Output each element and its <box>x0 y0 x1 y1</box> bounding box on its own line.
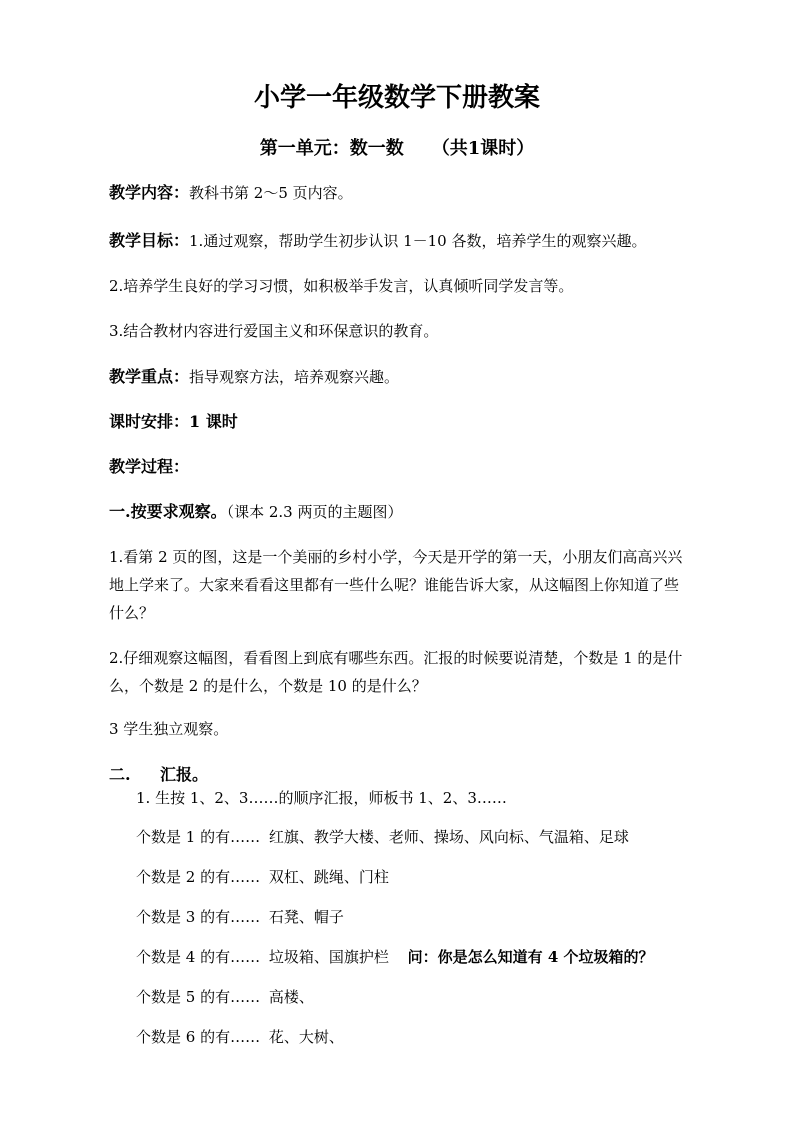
unit-heading <box>0 137 794 161</box>
count-row-items: 红旗、教学大楼、老师、操场、风向标、气温箱、足球 <box>268 828 629 846</box>
keypoint-label: 教学重点： <box>109 367 190 386</box>
goals-item-3: 3.结合教材内容进行爱国主义和环保意识的教育。 <box>109 322 439 340</box>
content-line <box>109 183 353 203</box>
count-row-items: 花、大树、 <box>268 1028 344 1046</box>
section1-note: （课本 2.3 两页的主题图） <box>226 503 403 521</box>
content-label: 教学内容： <box>109 183 190 202</box>
paragraph-2-line-1: 2.仔细观察这幅图，看看图上到底有哪些东西。汇报的时候要说清楚，个数是 1 的是什 <box>109 649 683 667</box>
count-row <box>136 987 314 1007</box>
content-text: 教科书第 2～5 页内容。 <box>189 184 353 202</box>
count-row-label: 个数是 5 的有…… <box>136 988 261 1006</box>
count-row <box>136 1027 344 1047</box>
count-row-items: 高楼、 <box>268 988 314 1006</box>
count-row <box>136 867 389 887</box>
goals-label: 教学目标： <box>109 231 190 250</box>
count-row-label: 个数是 4 的有…… <box>136 948 261 966</box>
count-row-items: 垃圾箱、国旗护栏 <box>268 948 389 966</box>
paragraph-1-line-2: 地上学来了。大家来看看这里都有一些什么呢？谁能告诉大家，从这幅图上你知道了些 <box>109 576 680 594</box>
count-row-label: 个数是 6 的有…… <box>136 1028 261 1046</box>
count-row <box>136 907 344 927</box>
section2-number: 二. <box>109 765 131 784</box>
keypoint-line <box>109 367 399 387</box>
paragraph-2-line-2: 么，个数是 2 的是什么，个数是 10 的是什么？ <box>109 677 427 695</box>
paragraph-3: 3 学生独立观察。 <box>109 720 229 738</box>
section2-heading: 汇报。 <box>160 765 209 784</box>
count-row-label: 个数是 3 的有…… <box>136 908 261 926</box>
count-row <box>136 947 654 967</box>
count-row <box>136 827 629 847</box>
count-row-items: 石凳、帽子 <box>268 908 344 926</box>
goals-item-1: 1.通过观察，帮助学生初步认识 1－10 各数，培养学生的观察兴趣。 <box>189 232 647 250</box>
count-row-label: 个数是 2 的有…… <box>136 868 261 886</box>
paragraph-1-line-3: 什么？ <box>109 604 155 622</box>
count-row-items: 双杠、跳绳、门柱 <box>268 868 389 886</box>
count-row-label: 个数是 1 的有…… <box>136 828 261 846</box>
goals-line <box>109 231 647 251</box>
section1-heading: 一.按要求观察。 <box>109 502 227 521</box>
paragraph-1-line-1: 1.看第 2 页的图，这是一个美丽的乡村小学，今天是开学的第一天，小朋友们高高兴兴 <box>109 548 683 566</box>
keypoint-text: 指导观察方法，培养观察兴趣。 <box>189 368 400 386</box>
unit-lessons: （共1课时） <box>431 138 535 159</box>
section2-item-1: 1. 生按 1、2、3……的顺序汇报，师板书 1、2、3…… <box>136 789 507 807</box>
process-heading: 教学过程： <box>109 457 190 476</box>
goals-item-2: 2.培养学生良好的学习习惯，如积极举手发言，认真倾听同学发言等。 <box>109 277 574 295</box>
count-row-question: 问：你是怎么知道有 4 个垃圾箱的？ <box>407 948 654 966</box>
schedule-line: 课时安排：1 课时 <box>109 412 238 431</box>
section1-heading-line <box>109 502 402 522</box>
unit-name: 第一单元：数一数 <box>259 138 404 159</box>
document-title: 小学一年级数学下册教案 <box>253 83 540 113</box>
